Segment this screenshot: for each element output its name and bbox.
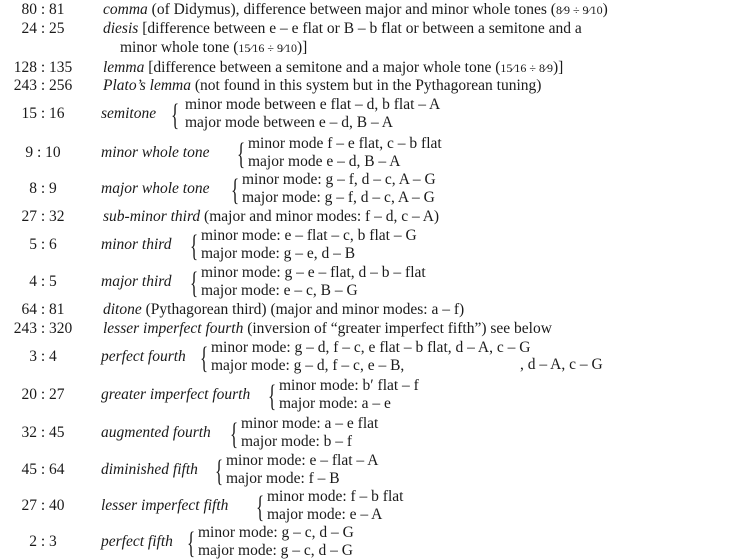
fraction: 15⁄16 ÷ 9⁄10 bbox=[238, 41, 297, 55]
major-mode: major mode: g – e, d – B bbox=[201, 245, 356, 262]
minor-mode: minor mode: g – d, f – c, e flat – b flat, d – A, c – G bbox=[211, 339, 531, 356]
brace-icon: { bbox=[190, 265, 199, 300]
description-end: )] bbox=[296, 39, 308, 56]
major-mode: major mode e – d, B – A bbox=[248, 153, 401, 170]
description: minor whole tone ( bbox=[120, 39, 239, 56]
major-mode-tail: , d – A, c – G bbox=[520, 356, 603, 373]
interval-name: lesser imperfect fifth bbox=[101, 497, 229, 514]
major-mode: major mode: e – c, B – G bbox=[201, 282, 358, 299]
major-mode: major mode: e – A bbox=[267, 506, 383, 523]
major-mode: major mode: f – B bbox=[226, 470, 340, 487]
term: diesis bbox=[103, 20, 139, 37]
interval-name: perfect fourth bbox=[101, 348, 186, 365]
brace-icon: { bbox=[200, 340, 209, 375]
term: sub-minor third bbox=[103, 208, 201, 225]
ratio: 3 : 4 bbox=[29, 348, 57, 365]
entry-diminished-fifth bbox=[0, 453, 733, 487]
term: lemma bbox=[103, 59, 145, 76]
ratio: 9 : 10 bbox=[25, 144, 61, 161]
entry-greater-imperfect-fourth bbox=[0, 378, 733, 412]
ratio: 5 : 6 bbox=[29, 236, 57, 253]
major-mode: major mode: a – e bbox=[279, 395, 391, 412]
minor-mode: minor mode: g – e – flat, d – b – flat bbox=[201, 264, 426, 281]
minor-mode: minor mode: e – flat – c, b flat – G bbox=[201, 227, 417, 244]
entry-semitone bbox=[0, 97, 733, 131]
description: [difference between e – e flat or B – b flat or between a semitone and a bbox=[138, 20, 582, 37]
entry-perfect-fourth bbox=[0, 340, 733, 374]
term: Plato’s lemma bbox=[103, 77, 191, 94]
entry-minor-third bbox=[0, 228, 733, 262]
ratio: 4 : 5 bbox=[29, 273, 57, 290]
entry-minor-whole-tone bbox=[0, 136, 733, 170]
fraction: 8⁄9 ÷ 9⁄10 bbox=[555, 3, 603, 17]
brace-icon: { bbox=[230, 416, 239, 451]
brace-icon: { bbox=[171, 97, 180, 132]
entry-major-whole-tone bbox=[0, 172, 733, 206]
minor-mode: minor mode: g – c, d – G bbox=[198, 524, 354, 541]
entry-major-third bbox=[0, 265, 733, 299]
ratio: 243 : 256 bbox=[13, 77, 73, 94]
ratio: 2 : 3 bbox=[29, 533, 57, 550]
brace-icon: { bbox=[256, 489, 265, 524]
major-mode: major mode: g – c, d – G bbox=[198, 542, 353, 559]
interval-name: perfect fifth bbox=[101, 533, 173, 550]
major-mode: major mode: g – d, f – c, e – B, bbox=[211, 357, 405, 374]
brace-icon: { bbox=[237, 136, 246, 171]
interval-name: major whole tone bbox=[101, 180, 210, 197]
brace-icon: { bbox=[215, 453, 224, 488]
brace-icon: { bbox=[268, 378, 277, 413]
entry-perfect-fifth bbox=[0, 525, 733, 559]
minor-mode: minor mode: e – flat – A bbox=[226, 452, 379, 469]
interval-name: minor third bbox=[101, 236, 172, 253]
entry-lesser-imperfect-fifth bbox=[0, 489, 733, 523]
ratio: 27 : 40 bbox=[21, 497, 65, 514]
description: [difference between a semitone and a major whole tone ( bbox=[144, 59, 501, 76]
ratio: 64 : 81 bbox=[21, 301, 65, 318]
ratio: 128 : 135 bbox=[13, 59, 73, 76]
ratio: 80 : 81 bbox=[21, 1, 65, 18]
brace-icon: { bbox=[187, 525, 196, 560]
description-end: ) bbox=[602, 1, 608, 18]
ratio: 20 : 27 bbox=[21, 386, 65, 403]
ratio: 8 : 9 bbox=[29, 180, 57, 197]
brace-icon: { bbox=[190, 228, 199, 263]
major-mode: major mode: b – f bbox=[241, 433, 353, 450]
term: comma bbox=[103, 1, 148, 18]
major-mode: major mode: g – f, d – c, A – G bbox=[242, 189, 435, 206]
minor-mode: minor mode: a – e flat bbox=[241, 415, 379, 432]
major-mode: major mode between e – d, B – A bbox=[185, 114, 393, 131]
term: lesser imperfect fourth bbox=[103, 320, 244, 337]
interval-name: major third bbox=[101, 273, 172, 290]
interval-name: semitone bbox=[101, 105, 157, 122]
ratio: 45 : 64 bbox=[21, 461, 65, 478]
description: (Pythagorean third) (major and minor modes: a – f) bbox=[141, 301, 465, 318]
interval-name: augmented fourth bbox=[101, 424, 211, 441]
ratio: 32 : 45 bbox=[21, 424, 65, 441]
minor-mode: minor mode between e flat – d, b flat – A bbox=[185, 96, 441, 113]
interval-name: minor whole tone bbox=[101, 144, 210, 161]
brace-icon: { bbox=[231, 172, 240, 207]
description: (not found in this system but in the Pythagorean tuning) bbox=[190, 77, 542, 94]
minor-mode: minor mode: b′ flat – f bbox=[279, 377, 419, 394]
minor-mode: minor mode: f – b flat bbox=[267, 488, 404, 505]
description-end: )] bbox=[552, 59, 564, 76]
term: ditone bbox=[103, 301, 142, 318]
minor-mode: minor mode f – e flat, c – b flat bbox=[248, 135, 442, 152]
ratio: 27 : 32 bbox=[21, 208, 65, 225]
description: (inversion of “greater imperfect fifth”) see below bbox=[243, 320, 552, 337]
interval-name: greater imperfect fourth bbox=[101, 386, 251, 403]
fraction: 15⁄16 ÷ 8⁄9 bbox=[500, 61, 553, 75]
description: (major and minor modes: f – d, c – A) bbox=[200, 208, 440, 225]
ratio: 243 : 320 bbox=[13, 320, 73, 337]
minor-mode: minor mode: g – f, d – c, A – G bbox=[242, 171, 436, 188]
interval-name: diminished fifth bbox=[101, 461, 198, 478]
description: (of Didymus), difference between major and minor whole tones ( bbox=[147, 1, 556, 18]
ratio: 15 : 16 bbox=[21, 105, 65, 122]
entry-augmented-fourth bbox=[0, 416, 733, 450]
ratio: 24 : 25 bbox=[21, 20, 65, 37]
